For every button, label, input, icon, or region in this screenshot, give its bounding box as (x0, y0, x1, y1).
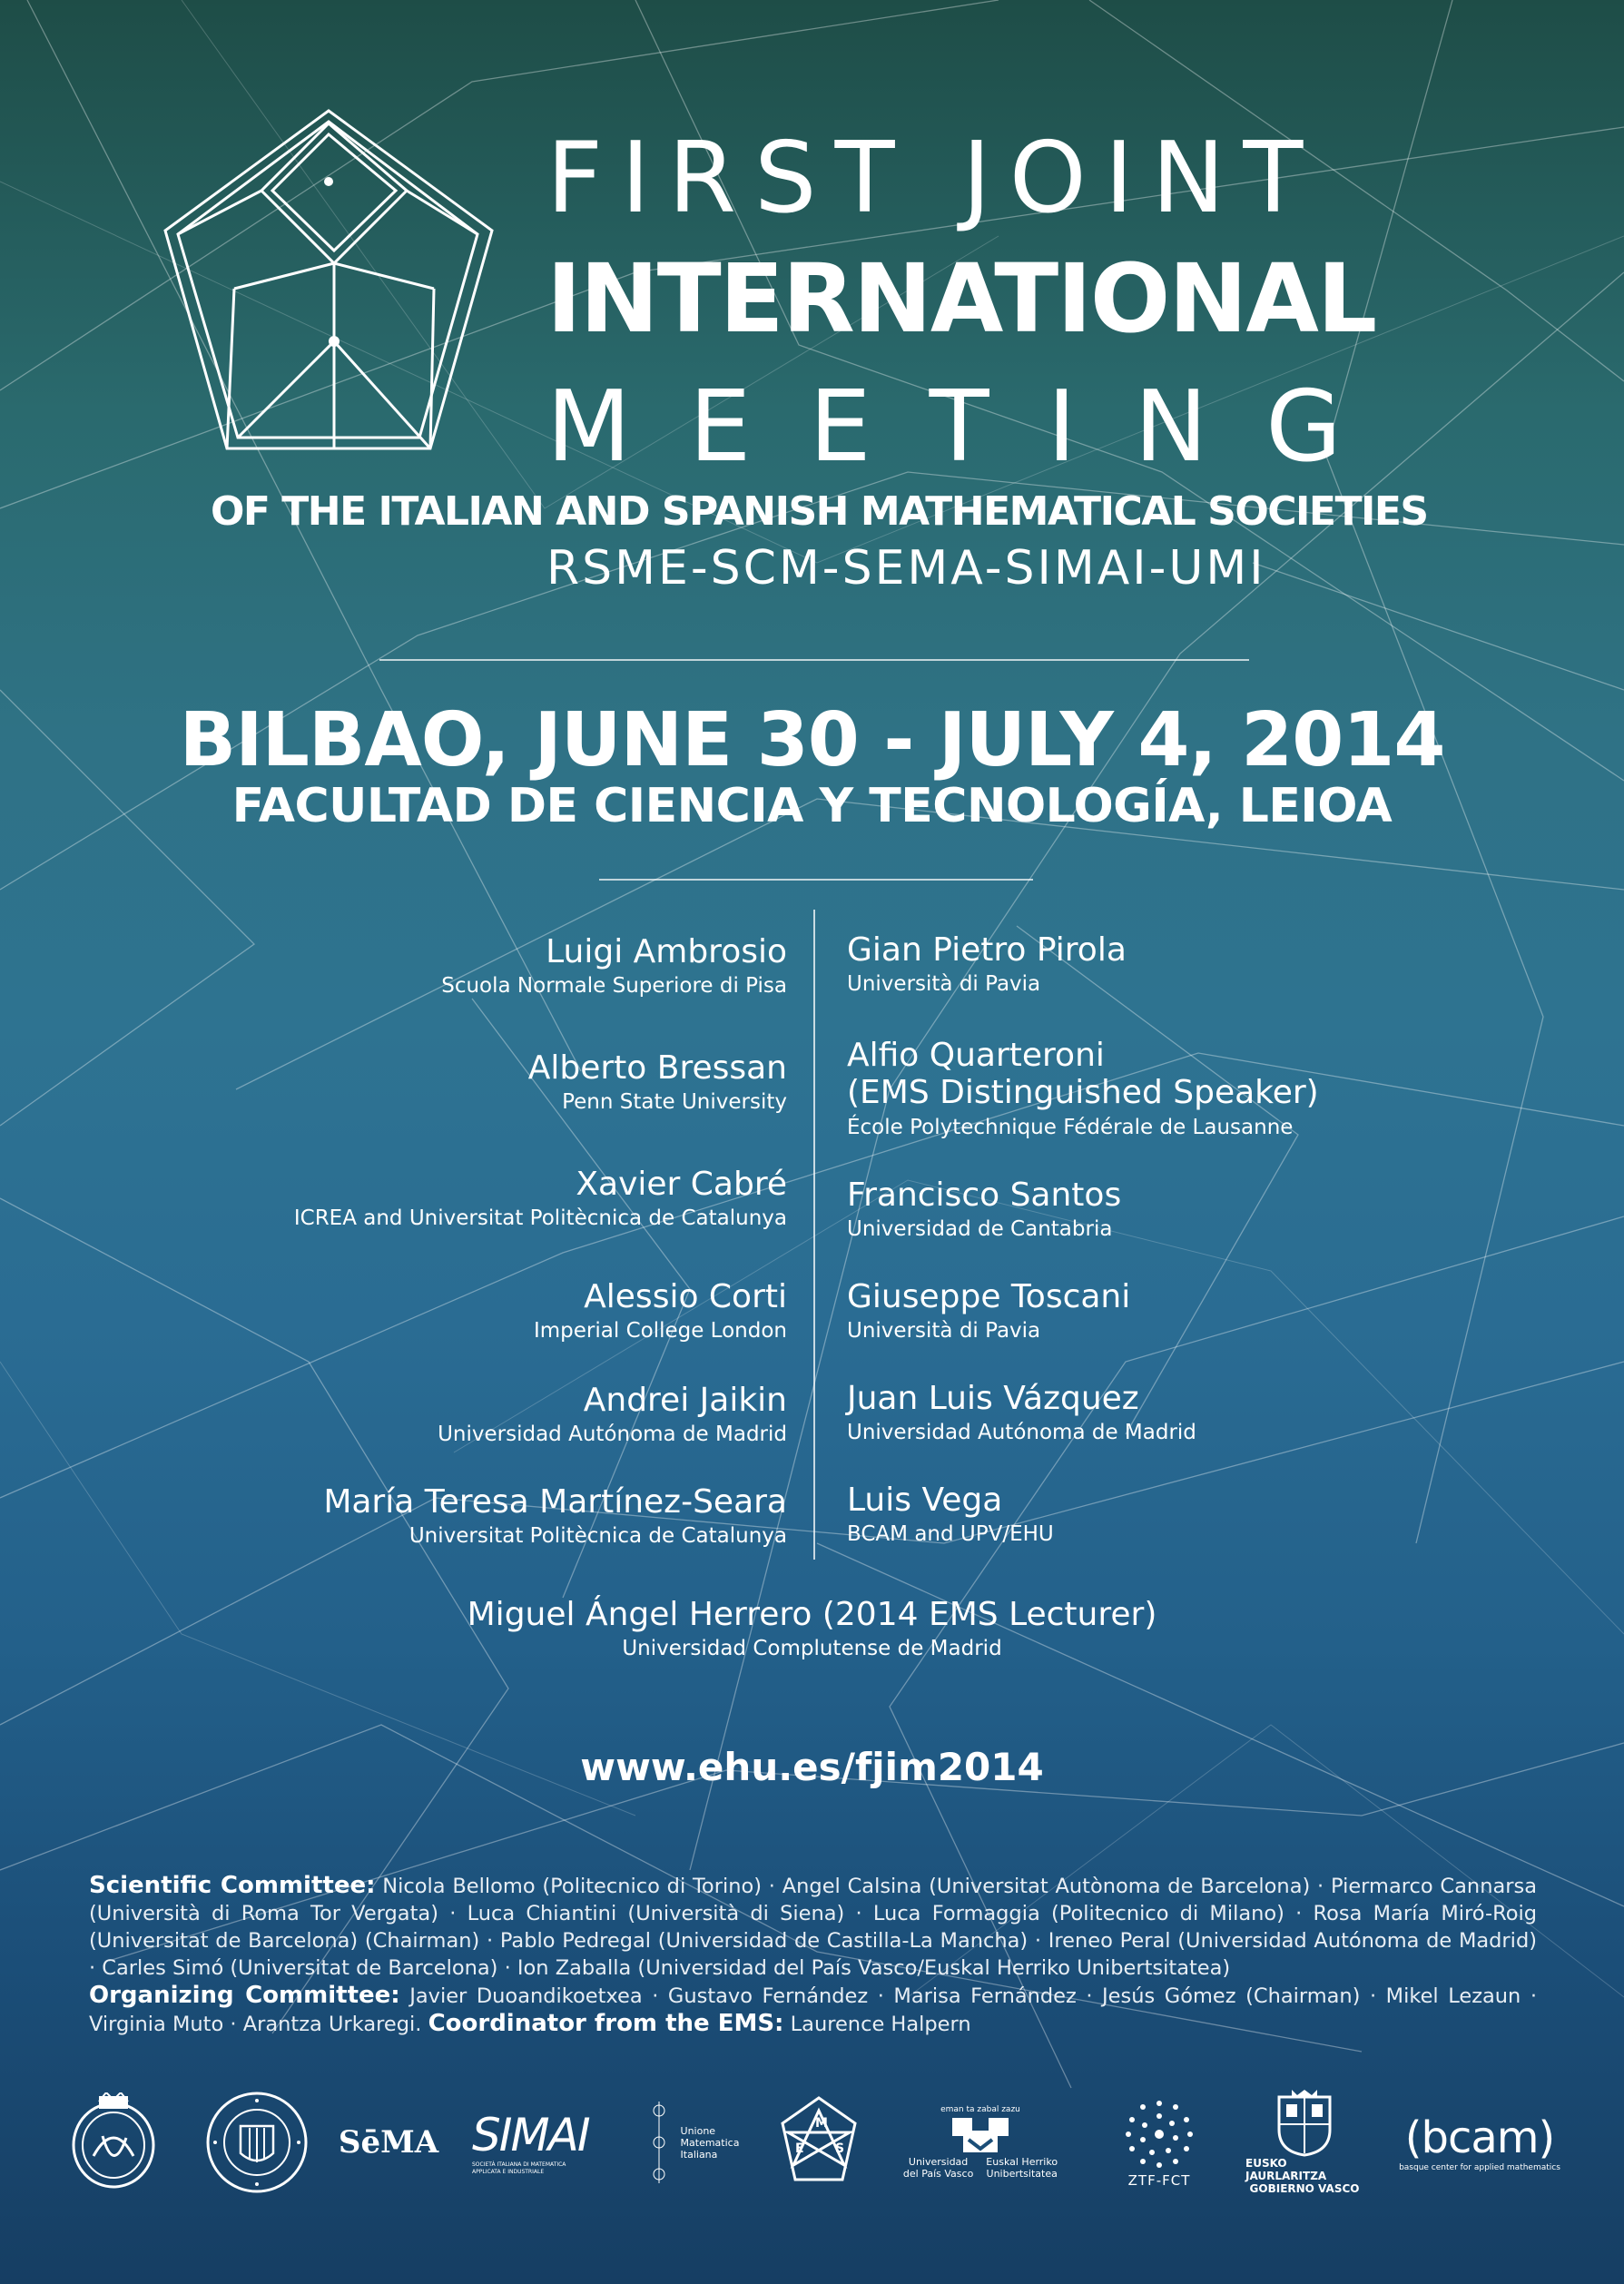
event-venue: FACULTAD DE CIENCIA Y TECNOLOGÍA, LEIOA (231, 779, 1393, 833)
speaker-affiliation: École Polytechnique Fédérale de Lausanne (847, 1115, 1294, 1139)
speaker-affiliation: Università di Pavia (847, 972, 1041, 997)
speaker-right-6 (847, 1482, 1054, 1548)
speaker-affiliation: Universidad Complutense de Madrid (622, 1637, 1002, 1661)
speaker-name: Juan Luis Vázquez (847, 1380, 1139, 1417)
speaker-affiliation: Universidad de Cantabria (847, 1217, 1113, 1242)
speaker-left-4 (534, 1278, 787, 1344)
speaker-name-line-2: (EMS Distinguished Speaker) (847, 1074, 1319, 1112)
gobierno-vasco-line-1: EUSKO JAURLARITZA (1245, 2157, 1327, 2182)
gobierno-vasco-shield-icon (1275, 2090, 1334, 2157)
title-societies: RSME-SCM-SEMA-SIMAI-UMI (546, 541, 1266, 596)
speaker-left-3 (294, 1166, 787, 1232)
speaker-left-6 (323, 1483, 787, 1550)
speaker-name: Francisco Santos (847, 1176, 1122, 1214)
speaker-left-2 (528, 1049, 787, 1116)
ehu-left-2: del País Vasco (902, 2168, 974, 2180)
umi-logo (637, 2088, 746, 2197)
speaker-affiliation: Penn State University (562, 1090, 787, 1115)
speaker-affiliation: ICREA and Universitat Politècnica de Catalunya (293, 1206, 787, 1231)
umi-line-2: Matematica (680, 2136, 740, 2149)
svg-text:M: M (815, 2116, 828, 2131)
speaker-right-1 (847, 931, 1127, 998)
sema-logo (334, 2088, 443, 2197)
ehu-right-1: Euskal Herriko (986, 2156, 1058, 2168)
scientific-committee-text: Nicola Bellomo (Politecnico di Torino) · Angel Calsina (Universitat Autònoma de Barcelona) · Piermarco Cannarsa (Università di Roma Tor Vergata) · Luca Chiantini (Università di Siena) · Luca Formaggia (Politecnico di Milano) · Rosa María Miró-Roig (Universitat de Barcelona) (Chairman) · Pablo Pedregal (Universidad de Castilla-La Mancha) · Ireneo Peral (Universidad Autónoma de Madrid) · Carles Simó (Universitat de Barcelona) · Ion Zaballa (Universidad del País Vasco/Euskal Herriko Unibertsitatea) (89, 1875, 1537, 1980)
ehu-logo (899, 2088, 1062, 2197)
bcam-logo-text: (bcam) (1404, 2112, 1555, 2163)
website-link[interactable]: www.ehu.es/fjim2014 (580, 1745, 1044, 1789)
ztf-fct-dots-icon (1121, 2096, 1197, 2172)
ems-knot-icon (766, 2092, 871, 2192)
scientific-committee-label: Scientific Committee: (89, 1872, 376, 1899)
simai-logo-text: SIMAI (472, 2109, 589, 2161)
speaker-name: Miguel Ángel Herrero (2014 EMS Lecturer) (467, 1596, 1157, 1633)
bcam-logo (1398, 2088, 1561, 2197)
svg-text:S: S (835, 2141, 845, 2156)
speaker-affiliation: Scuola Normale Superiore di Pisa (441, 974, 787, 999)
ztf-fct-logo (1109, 2088, 1209, 2197)
ztf-fct-text: ZTF-FCT (1127, 2172, 1191, 2189)
speaker-affiliation: Universidad Autónoma de Madrid (847, 1421, 1196, 1445)
rsme-seal-icon (66, 2092, 161, 2192)
coordinator-text: Laurence Halpern (790, 2013, 971, 2036)
ehu-names (903, 2156, 1058, 2180)
speaker-name: Luigi Ambrosio (546, 933, 787, 970)
title-line-1: FIRST JOINT (546, 122, 1322, 235)
speaker-right-3 (847, 1176, 1121, 1243)
title-line-2: INTERNATIONAL (546, 243, 1376, 354)
pentagon-emblem-icon (162, 107, 496, 458)
speaker-right-5 (847, 1380, 1196, 1446)
committee-block (89, 1872, 1537, 2038)
speaker-name: Alberto Bressan (527, 1049, 787, 1087)
speaker-name: María Teresa Martínez-Seara (323, 1483, 787, 1521)
gobierno-vasco-logo (1245, 2088, 1363, 2197)
umi-logo-text (681, 2125, 740, 2161)
speaker-name: Alfio Quarteroni (847, 1037, 1105, 1074)
coordinator-label: Coordinator from the EMS: (428, 2010, 784, 2037)
speakers-column-divider (813, 910, 815, 1560)
divider-middle (599, 879, 1033, 881)
speaker-name: Luis Vega (847, 1482, 1003, 1519)
speaker-name: Gian Pietro Pirola (847, 931, 1127, 969)
speaker-left-1 (441, 933, 787, 999)
speaker-affiliation: Universidad Autónoma de Madrid (438, 1423, 787, 1447)
rsme-logo (64, 2088, 163, 2197)
simai-logo-subtext: SOCIETÀ ITALIANA DI MATEMATICA APPLICATA E INDUSTRIALE (472, 2161, 566, 2175)
umi-line-1: Unione (680, 2124, 716, 2137)
organizing-committee-text: Javier Duoandikoetxea · Gustavo Fernández · Marisa Fernández · Jesús Gómez (Chairman) · Mikel Lezaun · Virginia Muto · Arantza Urkaregi. (89, 1984, 1537, 2036)
organizing-committee-label: Organizing Committee: (89, 1982, 400, 2009)
ehu-right-2: Unibertsitatea (986, 2168, 1058, 2180)
umi-emblem-icon (645, 2092, 681, 2192)
ehu-left-1: Universidad (908, 2156, 969, 2168)
speaker-name: Andrei Jaikin (583, 1382, 787, 1419)
bcam-logo-subtext: basque center for applied mathematics (1399, 2163, 1560, 2172)
simai-logo (472, 2088, 608, 2197)
speaker-left-5 (438, 1382, 787, 1448)
svg-text:E: E (795, 2141, 804, 2156)
speaker-name: Alessio Corti (584, 1278, 787, 1315)
speaker-right-2 (847, 1037, 1319, 1140)
speaker-affiliation: Università di Pavia (847, 1319, 1041, 1344)
speaker-center (0, 1596, 1624, 1662)
title-line-3: MEETING (546, 370, 1400, 484)
ehu-emblem-icon (949, 2114, 1012, 2156)
speaker-affiliation: BCAM and UPV/EHU (847, 1522, 1054, 1547)
ehu-motto: eman ta zabal zazu (940, 2105, 1020, 2114)
event-dates: BILBAO, JUNE 30 - JULY 4, 2014 (179, 697, 1445, 783)
title-subtitle: OF THE ITALIAN AND SPANISH MATHEMATICAL SOCIETIES (211, 488, 1428, 535)
umi-line-3: Italiana (680, 2148, 718, 2161)
divider-top (379, 659, 1249, 661)
speaker-right-4 (847, 1278, 1130, 1344)
speaker-affiliation: Universitat Politècnica de Catalunya (408, 1524, 787, 1549)
speaker-affiliation: Imperial College London (533, 1319, 787, 1344)
scm-logo (202, 2088, 312, 2197)
ems-logo (764, 2088, 873, 2197)
speaker-name: Giuseppe Toscani (847, 1278, 1131, 1315)
sema-logo-text: SēMA (338, 2124, 439, 2161)
speaker-name: Xavier Cabré (576, 1166, 787, 1203)
gobierno-vasco-line-2: GOBIERNO VASCO (1249, 2182, 1360, 2195)
scm-seal-icon (204, 2090, 310, 2195)
